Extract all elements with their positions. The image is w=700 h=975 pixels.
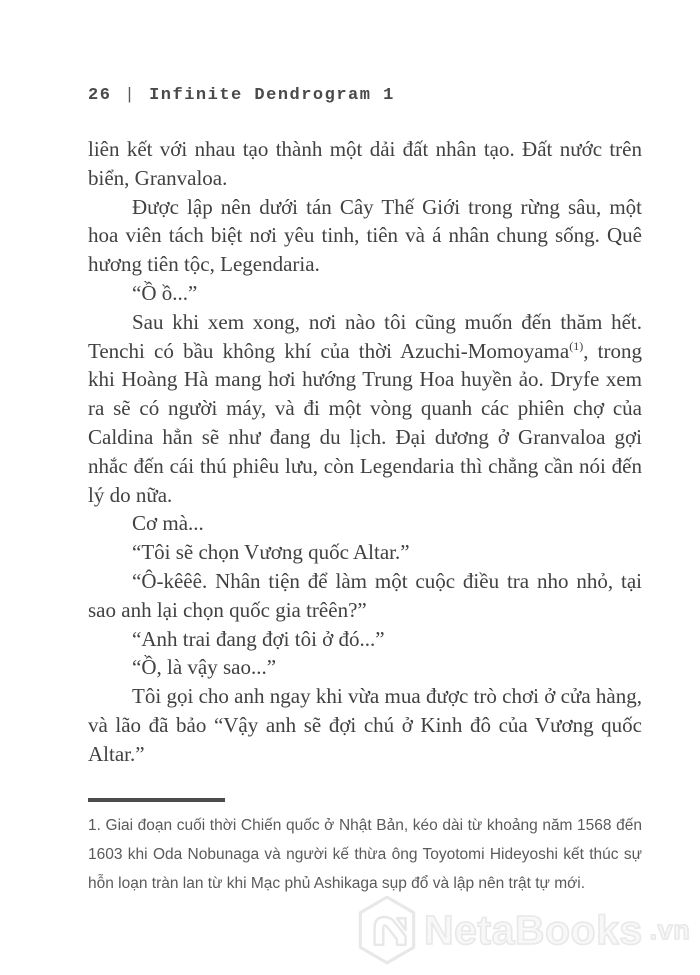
watermark-brand: NetaBooks	[424, 906, 643, 953]
paragraph: Tôi gọi cho anh ngay khi vừa mua được trò chơi ở cửa hàng, và lão đã bảo “Vậy anh sẽ đợi chú ở Kinh đô của Vương quốc Altar.”	[88, 684, 642, 766]
header-separator: |	[124, 86, 137, 105]
netabooks-watermark	[356, 893, 690, 967]
book-title: Infinite Dendrogram 1	[149, 86, 395, 105]
dialogue-line: “Ồ ồ...”	[132, 280, 198, 305]
paragraph-text: , trong khi Hoàng Hà mang hơi hướng Trung Hoa huyền ảo. Dryfe xem ra sẽ có người máy, và đi một vòng quanh các phiên chợ của Caldina hẳn sẽ như đang du lịch. Đại dương ở Granvaloa gợi nhắc đến cái thú phiêu lưu, còn Legendaria thì chẳng cần nói đến lý do nữa.	[88, 338, 642, 507]
page-header	[88, 86, 395, 105]
paragraph	[88, 308, 642, 510]
dialogue-line: “Ô-kêêê. Nhân tiện để làm một cuộc điều tra nho nhỏ, tại sao anh lại chọn quốc gia trêên?”	[88, 568, 642, 622]
footnote-reference-marker: (1)	[569, 338, 584, 353]
netabooks-hexagon-n-logo-icon	[356, 895, 418, 965]
paragraph: Cơ mà...	[132, 511, 204, 536]
dialogue-line: “Ồ, là vậy sao...”	[132, 655, 277, 680]
dialogue-line: “Anh trai đang đợi tôi ở đó...”	[132, 626, 385, 651]
footnote-text: 1. Giai đoạn cuối thời Chiến quốc ở Nhật Bản, kéo dài từ khoảng năm 1568 đến 1603 khi Oda Nobunaga và người kế thừa ông Toyotomi Hideyoshi kết thúc sự hỗn loạn tràn lan từ khi Mạc phủ Ashikaga sụp đổ và lập nên trật tự mới.	[88, 817, 642, 892]
page-body	[88, 135, 642, 769]
footnote-divider	[88, 798, 225, 802]
dialogue-line: “Tôi sẽ chọn Vương quốc Altar.”	[132, 540, 410, 565]
watermark-domain-suffix: .vn	[649, 914, 691, 945]
page-number: 26	[88, 86, 112, 105]
paragraph-text: Sau khi xem xong, nơi nào tôi cũng muốn đến thăm hết. Tenchi có bầu không khí của thời Azuchi-Momoyama	[88, 309, 642, 363]
paragraph: liên kết với nhau tạo thành một dải đất nhân tạo. Đất nước trên biển, Granvaloa.	[88, 137, 642, 190]
paragraph: Được lập nên dưới tán Cây Thế Giới trong rừng sâu, một hoa viên tách biệt nơi yêu tinh, tiên và á nhân chung sống. Quê hương tiên tộc, Legendaria.	[88, 194, 642, 277]
